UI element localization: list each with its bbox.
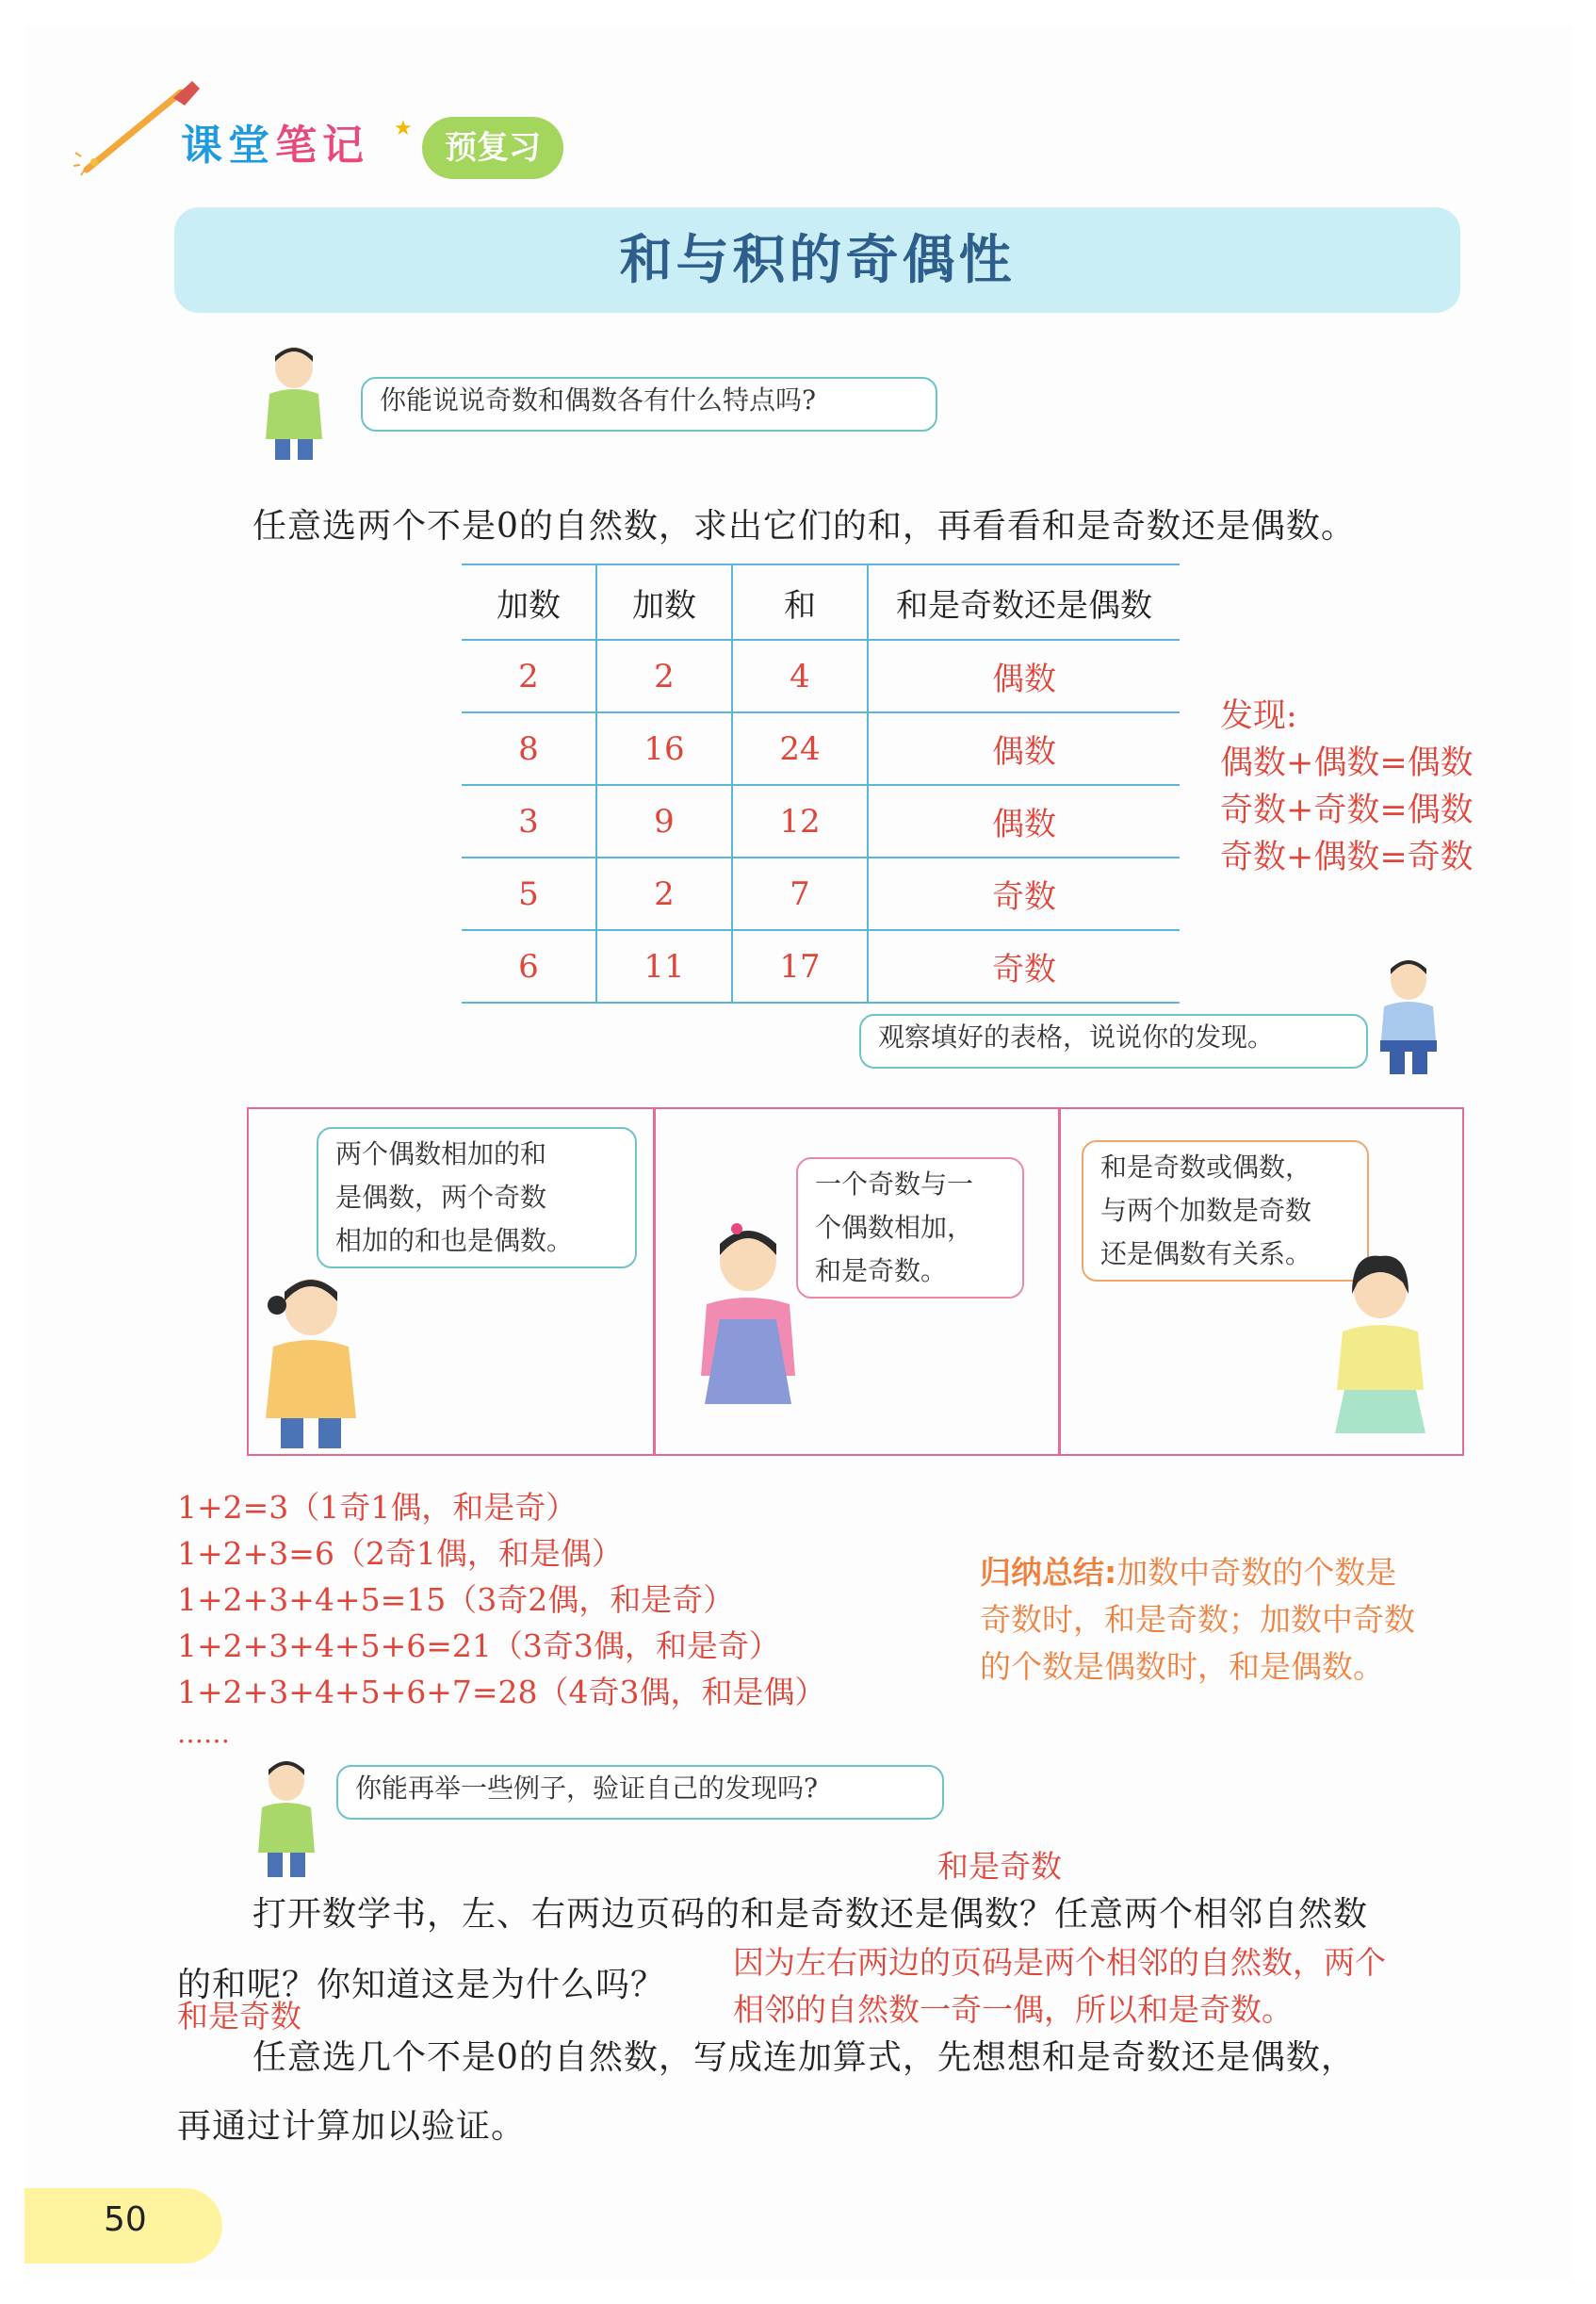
question-bubble-3: 你能再举一些例子，验证自己的发现吗?	[336, 1765, 944, 1820]
summary-line: 奇数时，和是奇数；加数中奇数	[980, 1601, 1415, 1638]
panel-divider	[653, 1107, 656, 1456]
table-cell: 4	[732, 640, 868, 712]
table-row	[462, 640, 1180, 712]
example-line: 1+2+3+4+5+6=21（3奇3偶，和是奇）	[177, 1627, 780, 1664]
panel-bubble-line: 是偶数，两个奇数	[335, 1182, 547, 1213]
summary-label: 归纳总结:	[980, 1554, 1117, 1591]
finding-line: 奇数+奇数=偶数	[1220, 792, 1474, 829]
question-bubble-2: 观察填好的表格，说说你的发现。	[859, 1014, 1368, 1069]
example-line: ……	[177, 1718, 230, 1749]
header-label	[181, 111, 369, 172]
question-bubble-1: 你能说说奇数和偶数各有什么特点吗?	[361, 377, 937, 432]
boy-thinking-illustration	[256, 341, 332, 464]
page-title: 和与积的奇偶性	[619, 229, 1016, 291]
findings-label: 发现:	[1220, 697, 1297, 735]
boy-gesturing-illustration	[247, 1753, 332, 1880]
intro-paragraph: 任意选两个不是0的自然数，求出它们的和，再看看和是奇数还是偶数。	[252, 507, 1356, 546]
table-cell: 奇数	[868, 858, 1180, 930]
panel-divider	[1058, 1107, 1061, 1456]
table-cell: 9	[596, 785, 732, 858]
table-cell: 奇数	[868, 930, 1180, 1003]
table-cell: 2	[596, 858, 732, 930]
paragraph-3-line-1: 任意选几个不是0的自然数，写成连加算式，先想想和是奇数还是偶数，	[252, 2038, 1356, 2077]
table-row	[462, 712, 1180, 785]
table-cell: 7	[732, 858, 868, 930]
panel-bubble-line: 一个奇数与一	[815, 1168, 974, 1200]
example-line: 1+2+3=6（2奇1偶，和是偶）	[177, 1535, 623, 1572]
reason-line: 因为左右两边的页码是两个相邻的自然数，两个	[733, 1944, 1386, 1981]
table-header-row	[462, 564, 1180, 640]
example-line: 1+2=3（1奇1偶，和是奇）	[177, 1489, 578, 1526]
panel-bubble-line: 相加的和也是偶数。	[335, 1225, 574, 1256]
girl-pigtails-illustration	[252, 1267, 375, 1451]
answer-top: 和是奇数	[937, 1848, 1062, 1885]
table-cell: 6	[462, 930, 596, 1003]
table-header-cell: 加数	[596, 564, 732, 640]
table-cell: 12	[732, 785, 868, 858]
table-cell: 8	[462, 712, 596, 785]
panel-bubble-line: 个偶数相加，	[815, 1212, 974, 1243]
table-cell: 24	[732, 712, 868, 785]
panel-bubble-line: 和是奇数。	[815, 1255, 948, 1286]
panel-bubble-2	[796, 1157, 1024, 1299]
table-cell: 17	[732, 930, 868, 1003]
panel-bubble-line: 还是偶数有关系。	[1100, 1238, 1312, 1269]
table-cell: 偶数	[868, 712, 1180, 785]
table-cell: 偶数	[868, 640, 1180, 712]
table-row	[462, 858, 1180, 930]
boy-pointing-illustration	[1371, 952, 1446, 1079]
table-header-cell: 和	[732, 564, 868, 640]
answer-left: 和是奇数	[177, 1998, 301, 2034]
preview-badge: 预复习	[422, 117, 563, 179]
summary-line-1	[980, 1549, 1396, 1596]
table-cell: 5	[462, 858, 596, 930]
table-cell: 3	[462, 785, 596, 858]
header-label-part1: 课堂	[181, 122, 275, 170]
girl-apron-illustration	[680, 1216, 822, 1432]
paragraph-2-line-2: 的和呢？你知道这是为什么吗？	[177, 1966, 666, 2004]
table-cell: 2	[462, 640, 596, 712]
summary-text: 加数中奇数的个数是	[1116, 1554, 1397, 1591]
panel-bubble-1	[317, 1127, 637, 1268]
panel-bubble-line: 两个偶数相加的和	[335, 1138, 547, 1169]
table-cell: 2	[596, 640, 732, 712]
example-line: 1+2+3+4+5=15（3奇2偶，和是奇）	[177, 1581, 735, 1618]
summary-line: 的个数是偶数时，和是偶数。	[980, 1648, 1384, 1685]
finding-line: 奇数+偶数=奇数	[1220, 839, 1474, 876]
panel-bubble-line: 和是奇数或偶数，	[1100, 1152, 1312, 1183]
table-row	[462, 930, 1180, 1003]
header-label-part2: 笔记	[275, 122, 369, 170]
star-icon: ★	[394, 117, 413, 140]
paragraph-3-line-2: 再通过计算加以验证。	[177, 2107, 527, 2146]
table-header-cell: 和是奇数还是偶数	[868, 564, 1180, 640]
girl-short-hair-illustration	[1314, 1249, 1446, 1437]
example-line: 1+2+3+4+5+6+7=28（4奇3偶，和是偶）	[177, 1674, 826, 1710]
reason-line: 相邻的自然数一奇一偶，所以和是奇数。	[733, 1991, 1293, 2028]
table-header-cell: 加数	[462, 564, 596, 640]
table-cell: 11	[596, 930, 732, 1003]
page-number: 50	[104, 2200, 147, 2239]
paragraph-2-line-1: 打开数学书，左、右两边页码的和是奇数还是偶数？任意两个相邻自然数	[252, 1895, 1369, 1934]
finding-line: 偶数+偶数=偶数	[1220, 744, 1474, 782]
table-cell: 16	[596, 712, 732, 785]
table-row	[462, 785, 1180, 858]
table-cell: 偶数	[868, 785, 1180, 858]
panel-bubble-line: 与两个加数是奇数	[1100, 1195, 1312, 1226]
sum-parity-table	[462, 564, 1180, 1004]
